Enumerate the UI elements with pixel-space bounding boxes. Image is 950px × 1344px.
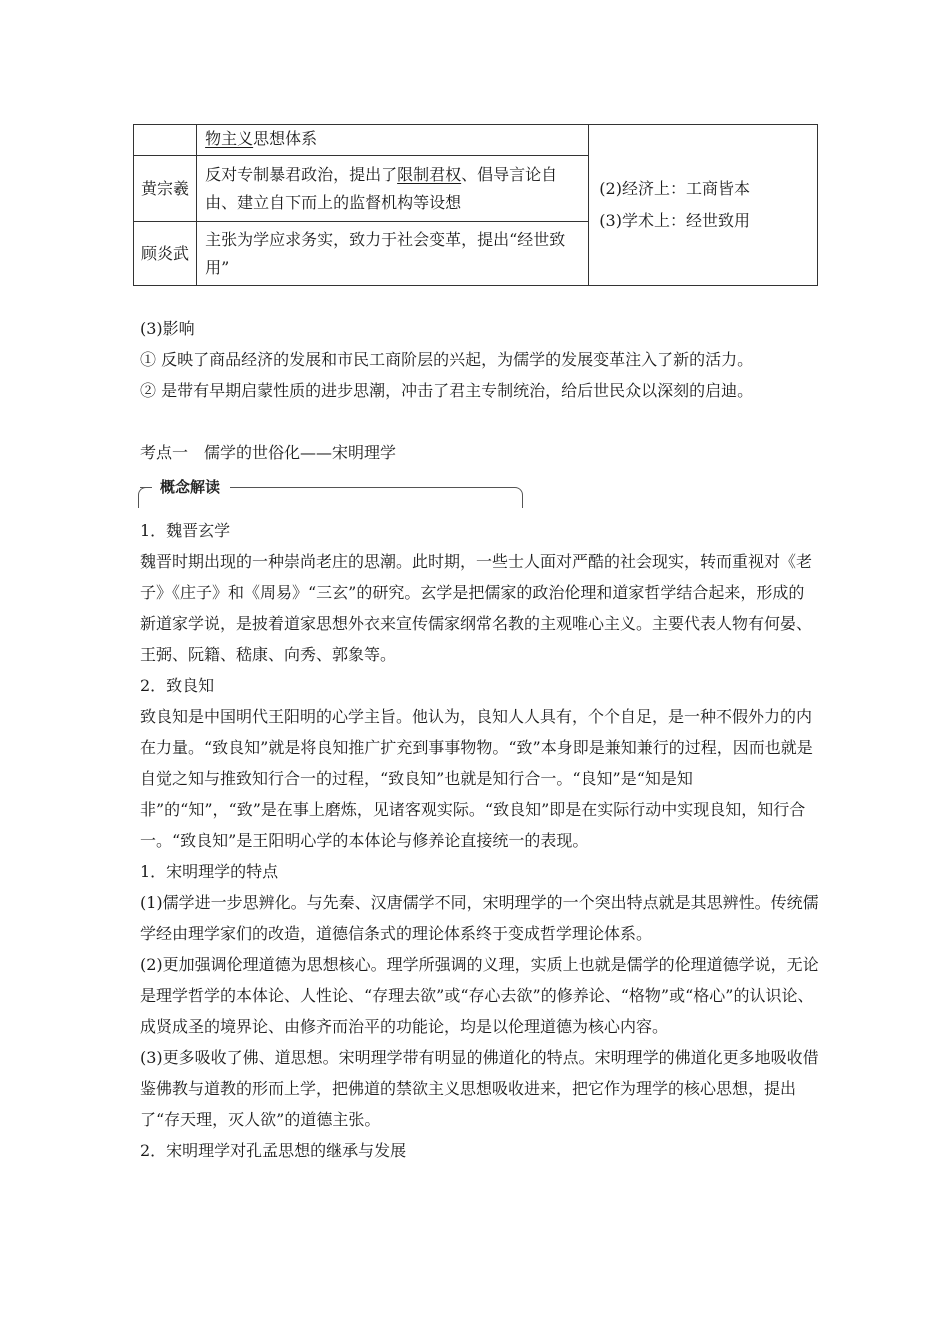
- summary-line-economy: (2)经济上：工商皆本: [599, 179, 750, 198]
- feature-item: (3)更多吸收了佛、道思想。宋明理学带有明显的佛道化的特点。宋明理学的佛道化更多地吸收借鉴佛教与道教的形而上学，把佛道的禁欲主义思想吸收进来，把它作为理学的核心思想，提出了“存天理，灭人欲”的道德主张。: [140, 1048, 819, 1129]
- table-cell-desc: [197, 156, 589, 222]
- concept-text: 致良知是中国明代王阳明的心学主旨。他认为，良知人人具有，个个自足，是一种不假外力的内在力量。“致良知”就是将良知推广扩充到事事物物。“致”本身即是兼知兼行的过程，因而也就是自觉之知与推致知行合一的过程，“致良知”也就是知行合一。“良知”是“知是知非”的“知”，“致”是在事上磨炼，见诸客观实际。“致良知”即是在实际行动中实现良知，知行合一。“致良知”是王阳明心学的本体论与修养论直接统一的表现。: [140, 707, 813, 850]
- concept-box-title: 概念解读: [152, 476, 230, 498]
- inheritance-heading: 2．宋明理学对孔孟思想的继承与发展: [140, 1141, 407, 1160]
- table-cell-summary: [589, 125, 818, 286]
- impact-heading: (3)影响: [140, 319, 195, 338]
- feature-item: (1)儒学进一步思辨化。与先秦、汉唐儒学不同，宋明理学的一个突出特点就是其思辨性。传统儒学经由理学家们的改造，道德信条式的理论体系终于变成哲学理论体系。: [140, 893, 819, 943]
- concept-box-corner: [138, 487, 149, 508]
- summary-line-academic: (3)学术上：经世致用: [599, 211, 750, 230]
- features-heading: 1．宋明理学的特点: [140, 862, 279, 881]
- thinkers-table: [133, 124, 818, 286]
- desc-text: 、倡导言论自由、建立自下而上的监督机构等设想: [205, 164, 558, 212]
- thinker-name-huang: 黄宗羲: [134, 156, 197, 222]
- section-title: 考点一 儒学的世俗化——宋明理学: [140, 443, 397, 462]
- desc-text: 反对专制暴君政治，提出了: [205, 164, 398, 184]
- table-cell-desc: [197, 125, 589, 156]
- concept-box-frame: [140, 478, 523, 508]
- impact-item: ① 反映了商品经济的发展和市民工商阶层的兴起，为儒学的发展变革注入了新的活力。: [140, 350, 754, 369]
- underlined-term: 限制君权: [397, 164, 462, 184]
- feature-item: (2)更加强调伦理道德为思想核心。理学所强调的义理，实质上也就是儒学的伦理道德学说，无论是理学哲学的本体论、人性论、“存理去欲”或“存心去欲”的修养论、“格物”或“格心”的认识论、成贤成圣的境界论、由修齐而治平的功能论，均是以伦理道德为核心内容。: [140, 955, 819, 1036]
- thinker-name-gu: 顾炎武: [134, 222, 197, 286]
- concept-text: 魏晋时期出现的一种崇尚老庄的思潮。此时期，一些士人面对严酷的社会现实，转而重视对《老子》《庄子》和《周易》“三玄”的研究。玄学是把儒家的政治伦理和道家哲学结合起来，形成的新道家学说，是披着道家思想外衣来宣传儒家纲常名教的主观唯心主义。主要代表人物有何晏、王弼、阮籍、嵇康、向秀、郭象等。: [140, 552, 813, 664]
- concept-heading: 2．致良知: [140, 676, 215, 695]
- desc-text: 思想体系: [253, 129, 318, 148]
- table-cell-empty: [134, 125, 197, 156]
- section-title-block: [140, 437, 820, 468]
- concept-heading: 1．魏晋玄学: [140, 521, 231, 540]
- impact-item: ② 是带有早期启蒙性质的进步思潮，冲击了君主专制统治，给后世民众以深刻的启迪。: [140, 381, 754, 400]
- table-cell-desc: 主张为学应求务实，致力于社会变革，提出“经世致用”: [197, 222, 589, 286]
- concepts-section: [140, 515, 820, 1166]
- impact-section: [140, 313, 820, 406]
- underlined-term: 物主义: [205, 129, 254, 148]
